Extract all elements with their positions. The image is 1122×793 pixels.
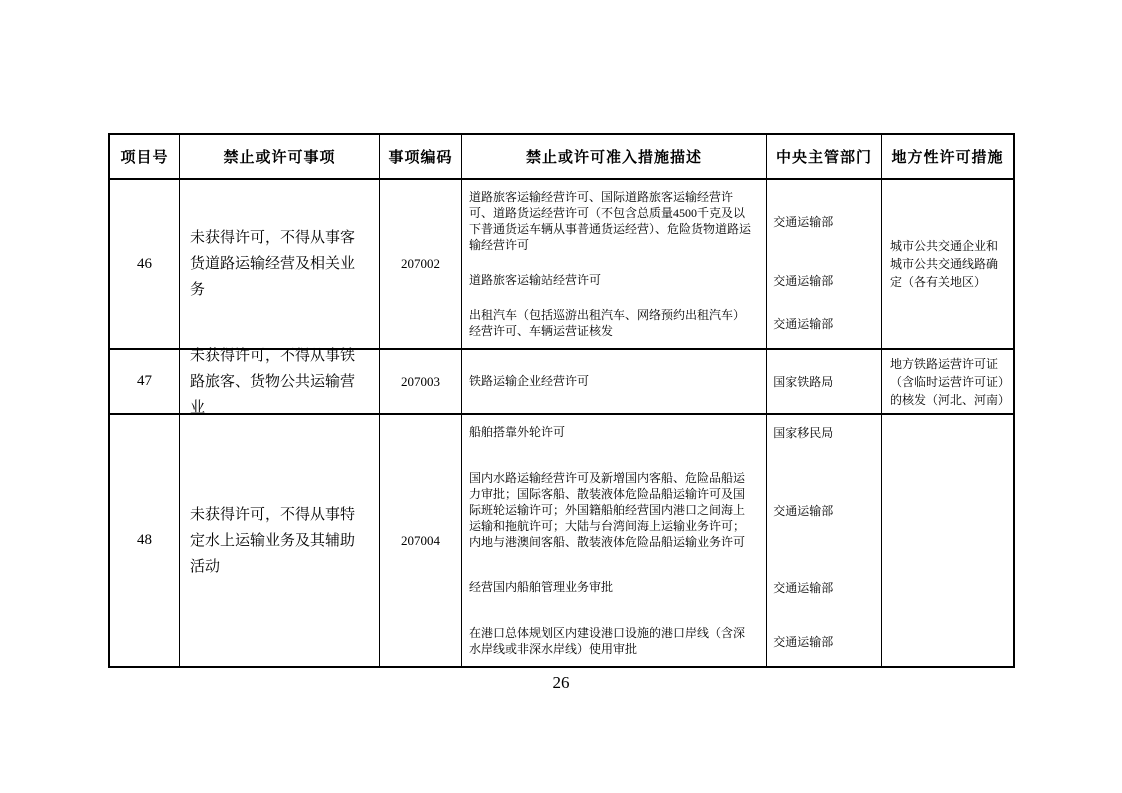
row-47-item-number: 47 xyxy=(110,350,180,415)
measure-entry xyxy=(462,625,881,657)
measure-entry xyxy=(462,470,881,550)
row-48-code: 207004 xyxy=(380,415,462,666)
measure-entry xyxy=(462,373,881,390)
measure-description: 道路旅客运输经营许可、国际道路旅客运输经营许可、道路货运经营许可（不包含总质量4500千克及以下普通货运车辆从事普通货运经营）、危险货物道路运输经营许可 xyxy=(469,190,752,252)
central-department: 交通运输部 xyxy=(773,503,834,518)
header-code: 事项编码 xyxy=(380,135,462,180)
row-47-local-measure: 地方铁路运营许可证（含临时运营许可证）的核发（河北、河南） xyxy=(882,350,1013,415)
header-measure-desc: 禁止或许可准入措施描述 xyxy=(462,135,767,180)
central-department: 交通运输部 xyxy=(773,316,834,331)
central-department: 国家移民局 xyxy=(773,426,834,440)
measure-entry xyxy=(462,424,881,441)
row-46-code: 207002 xyxy=(380,180,462,350)
row-48-item-text: 未获得许可，不得从事特定水上运输业务及其辅助活动 xyxy=(180,415,380,666)
row-46-local-measure: 城市公共交通企业和城市公共交通线路确定（各有关地区） xyxy=(882,180,1013,350)
central-department: 交通运输部 xyxy=(773,634,834,649)
measure-entry xyxy=(462,272,881,289)
measure-entry xyxy=(462,307,881,339)
access-measures-table xyxy=(108,133,1015,668)
measure-description: 国内水路运输经营许可及新增国内客船、危险品船运力审批；国际客船、散装液体危险品船运输许可及国际班轮运输许可；外国籍船舶经营国内港口之间海上运输和拖航许可；大陆与台湾间海上运输业务许可；内地与港澳间客船、散装液体危险品船运输业务许可 xyxy=(469,471,746,549)
central-department: 国家铁路局 xyxy=(773,375,834,389)
row-48-item-number: 48 xyxy=(110,415,180,666)
measure-description: 经营国内船舶管理业务审批 xyxy=(469,580,614,594)
row-48-measures xyxy=(462,415,882,666)
measure-entry xyxy=(462,579,881,596)
central-department: 交通运输部 xyxy=(773,214,834,229)
row-47-code: 207003 xyxy=(380,350,462,415)
row-46-item-text: 未获得许可，不得从事客货道路运输经营及相关业务 xyxy=(180,180,380,350)
measure-description: 铁路运输企业经营许可 xyxy=(469,374,590,388)
measure-description: 在港口总体规划区内建设港口设施的港口岸线（含深水岸线或非深水岸线）使用审批 xyxy=(469,626,746,656)
measure-description: 出租汽车（包括巡游出租汽车、网络预约出租汽车）经营许可、车辆运营证核发 xyxy=(469,308,746,338)
central-department: 交通运输部 xyxy=(773,273,834,288)
measure-entry xyxy=(462,189,881,253)
row-47-item-text: 未获得许可，不得从事铁路旅客、货物公共运输营业 xyxy=(180,350,380,415)
measure-description: 船舶搭靠外轮许可 xyxy=(469,425,566,439)
page-number: 26 xyxy=(552,673,570,692)
row-47-measures xyxy=(462,350,882,415)
row-46-measures xyxy=(462,180,882,350)
central-department: 交通运输部 xyxy=(773,581,834,595)
header-central-dept: 中央主管部门 xyxy=(767,135,882,180)
measure-description: 道路旅客运输站经营许可 xyxy=(469,272,602,287)
header-item-no: 项目号 xyxy=(110,135,180,180)
row-46-item-number: 46 xyxy=(110,180,180,350)
header-item: 禁止或许可事项 xyxy=(180,135,380,180)
header-local-measure: 地方性许可措施 xyxy=(882,135,1013,180)
row-48-local-measure xyxy=(882,415,1013,666)
